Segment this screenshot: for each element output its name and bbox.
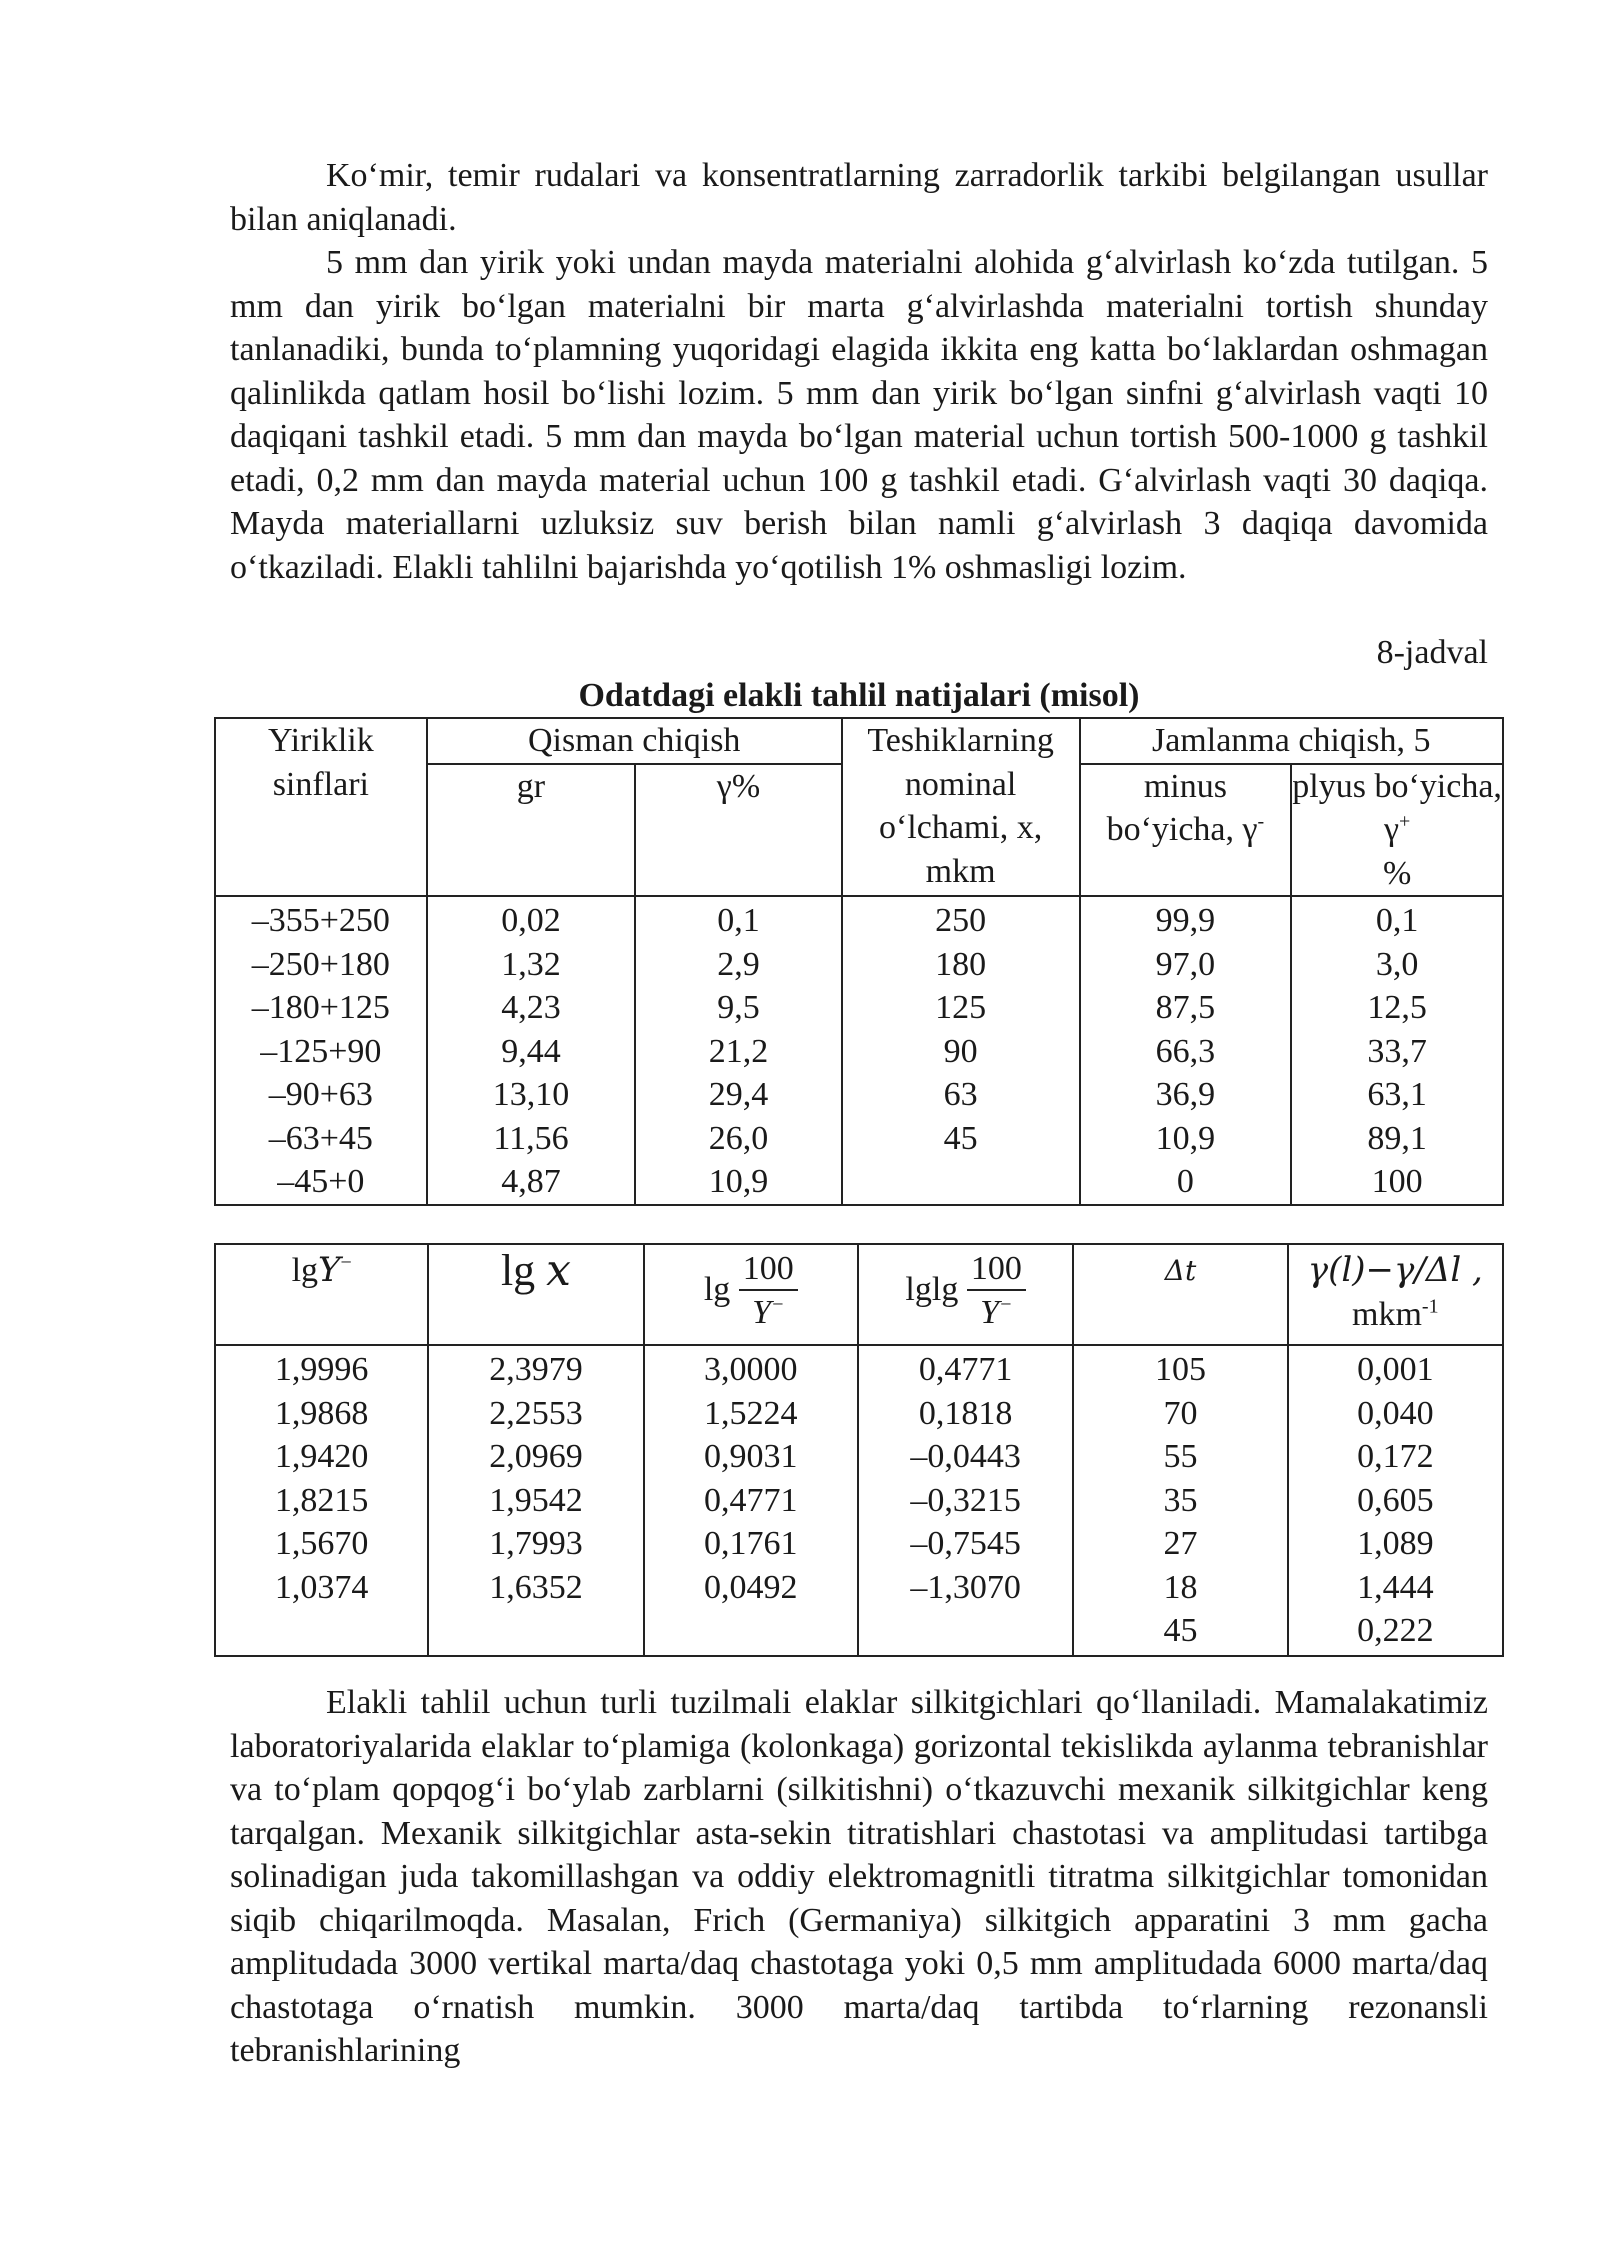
table-cell: –0,0443 (858, 1435, 1073, 1479)
table-cell: –63+45 (215, 1117, 427, 1161)
table-cell: 90 (842, 1030, 1080, 1074)
table-cell: 1,0374 (215, 1566, 428, 1610)
table-number: 8-jadval (1376, 634, 1488, 671)
table-cell: 0,4771 (644, 1479, 858, 1523)
table-row (215, 1073, 1503, 1117)
fraction-denominator-var: Y (752, 1294, 771, 1331)
table-row (215, 1566, 1503, 1610)
fraction-numerator: 100 (967, 1249, 1026, 1291)
header-lg-label: lg (703, 1270, 731, 1308)
header-minus (1080, 764, 1292, 897)
table-cell: –0,7545 (858, 1522, 1073, 1566)
paragraph-intro-first-word: Ko‘mir, (326, 157, 434, 194)
table-cell: 11,56 (427, 1117, 636, 1161)
table-cell: 55 (1073, 1435, 1287, 1479)
table-cell: 0,02 (427, 896, 636, 943)
table-title: Odatdagi elakli tahlil natijalari (misol) (578, 677, 1140, 714)
header-minus-sup: - (1257, 810, 1265, 833)
fraction (739, 1249, 798, 1335)
table-row (215, 1479, 1503, 1523)
table-cell: 0,222 (1288, 1609, 1503, 1656)
table-cell: 2,0969 (428, 1435, 643, 1479)
table-cell: 9,5 (635, 986, 841, 1030)
header-minus-superscript: − (340, 1251, 352, 1274)
table-cell: –250+180 (215, 943, 427, 987)
table-row (215, 943, 1503, 987)
table-cell: 0 (1080, 1160, 1292, 1205)
paragraph-intro-text: temir rudalari va konsentratlarning zarradorlik tarkibi belgilangan usullar bilan aniqlanadi. (230, 157, 1488, 238)
log-values-table (214, 1243, 1504, 1657)
table-row (215, 986, 1503, 1030)
table-cell (644, 1609, 858, 1656)
table-cell: –45+0 (215, 1160, 427, 1205)
table-cell: 1,5670 (215, 1522, 428, 1566)
table-cell: 0,1761 (644, 1522, 858, 1566)
paragraph-shakers-text: tahlil uchun turli tuzilmali elaklar silkitgichlari qo‘llaniladi. Mamalakatimiz laboratoriyalarida elaklar to‘plamiga (kolonkaga) gorizontal tekislikda aylanma tebranishlar va to‘plam qopqog‘i bo‘ylab zarblarni (silkitishni) o‘tkazuvchi mexanik silkitgichlar keng tarqalgan. Mexanik silkitgichlar asta-sekin titratishlari chastotasi va amplitudasi tartibga solinadigan juda takomillashgan va oddiy elektromagnitli titratma silkitgichlar tomonidan siqib chiqarilmoqda. Masalan, Frich (Germaniya) silkitgich apparatini 3 mm gacha amplitudada 3000 vertikal marta/daq chastotaga yoki 0,5 mm amplitudada 6000 marta/daq chastotaga o‘rnatish mumkin. 3000 marta/daq tartibda to‘rlarning rezonansli tebranishlarining (230, 1684, 1488, 2069)
table-cell: 1,089 (1288, 1522, 1503, 1566)
table-cell: 29,4 (635, 1073, 841, 1117)
table-cell: 1,9420 (215, 1435, 428, 1479)
table-cell: 0,4771 (858, 1345, 1073, 1392)
table-cell: 70 (1073, 1392, 1287, 1436)
paragraph-sieving-rules-text: mm dan yirik yoki undan mayda materialni alohida g‘alvirlash ko‘zda tutilgan. 5 mm dan yirik bo‘lgan materialni bir marta g‘alvirlashda materialni tortish shunday tanlanadiki, bunda to‘plamning yuqoridagi elagida ikkita eng katta bo‘laklardan oshmagan qalinlikda qatlam hosil bo‘lishi lozim. 5 mm dan yirik bo‘lgan sinfni g‘alvirlash vaqti 10 daqiqani tashkil etadi. 5 mm dan mayda bo‘lgan material uchun tortish 500-1000 g tashkil etadi, 0,2 mm dan mayda material uchun 100 g tashkil etadi. G‘alvirlash vaqti 30 daqiqa. Mayda materiallarni uzluksiz suv berish bilan namli g‘alvirlash 3 daqiqa davomida o‘tkaziladi. Elakli tahlilni bajarishda yo‘qotilish 1% oshmasligi lozim. (230, 244, 1488, 586)
table-cell: 18 (1073, 1566, 1287, 1610)
header-unit-sup: -1 (1421, 1295, 1439, 1318)
table-row (215, 1345, 1503, 1392)
header-grams: gr (427, 764, 636, 897)
header-plus (1291, 764, 1503, 897)
table-cell: 10,9 (1080, 1117, 1292, 1161)
table-cell: 45 (1073, 1609, 1287, 1656)
header-plus-sup: + (1399, 810, 1411, 833)
table-cell: 105 (1073, 1345, 1287, 1392)
table-row (215, 1030, 1503, 1074)
table-cell: 0,0492 (644, 1566, 858, 1610)
table-cell: –180+125 (215, 986, 427, 1030)
table-cell: 3,0 (1291, 943, 1503, 987)
table-cell: 0,605 (1288, 1479, 1503, 1523)
table-cell: 0,040 (1288, 1392, 1503, 1436)
table-cell: –90+63 (215, 1073, 427, 1117)
table-cell: 0,1 (635, 896, 841, 943)
table-cell: 63 (842, 1073, 1080, 1117)
table-cell: 1,9996 (215, 1345, 428, 1392)
table-cell: 9,44 (427, 1030, 636, 1074)
paragraph-sieving-rules-first-word: 5 (326, 244, 343, 281)
header-lglg-100-over-y (858, 1244, 1073, 1345)
table-row (215, 1522, 1503, 1566)
table-cell: 3,0000 (644, 1345, 858, 1392)
table-cell (842, 1160, 1080, 1205)
header-nominal-size: Teshiklarning nominal o‘lchami, x, mkm (842, 718, 1080, 896)
table-cell: 1,8215 (215, 1479, 428, 1523)
table-cell: 36,9 (1080, 1073, 1292, 1117)
table-cell: 26,0 (635, 1117, 841, 1161)
fraction-numerator: 100 (739, 1249, 798, 1291)
table-cell: –125+90 (215, 1030, 427, 1074)
table-cell: 2,9 (635, 943, 841, 987)
table-cell: 13,10 (427, 1073, 636, 1117)
table-cell: 1,6352 (428, 1566, 643, 1610)
table-cell: 33,7 (1291, 1030, 1503, 1074)
table-cell: 87,5 (1080, 986, 1292, 1030)
table-cell: 66,3 (1080, 1030, 1292, 1074)
header-size-classes: Yiriklik sinflari (215, 718, 427, 896)
table-cell: 100 (1291, 1160, 1503, 1205)
header-plus-unit: % (1382, 854, 1412, 892)
header-y-variable: Y (318, 1250, 341, 1290)
header-gamma-percent: γ% (635, 764, 841, 897)
paragraph-shakers-first-word: Elakli (326, 1684, 408, 1721)
table-cell: 4,23 (427, 986, 636, 1030)
table-cell: 1,9868 (215, 1392, 428, 1436)
fraction-denominator-var: Y (980, 1294, 1000, 1331)
table-cell: 1,5224 (644, 1392, 858, 1436)
fraction-denominator (739, 1291, 798, 1335)
table-cell: 35 (1073, 1479, 1287, 1523)
table-row (215, 1609, 1503, 1656)
table-cell: 0,1 (1291, 896, 1503, 943)
table-cell: 89,1 (1291, 1117, 1503, 1161)
table-cell: 21,2 (635, 1030, 841, 1074)
fraction (967, 1249, 1026, 1335)
table-cell: –1,3070 (858, 1566, 1073, 1610)
fraction-denominator (967, 1291, 1026, 1335)
header-minus-text: minus bo‘yicha, γ (1106, 767, 1258, 848)
header-gamma-formula: γ(l)−γ/Δl , (1307, 1250, 1483, 1290)
table-cell: 250 (842, 896, 1080, 943)
table-cell: 99,9 (1080, 896, 1292, 943)
header-gamma-density (1288, 1244, 1503, 1345)
table-cell: 0,172 (1288, 1435, 1503, 1479)
table-cell (215, 1609, 428, 1656)
table-cell: 0,9031 (644, 1435, 858, 1479)
table-cell: 1,9542 (428, 1479, 643, 1523)
header-partial-yield: Qisman chiqish (427, 718, 842, 764)
header-plus-text: plyus bo‘yicha, γ (1292, 767, 1502, 848)
table-cell: 97,0 (1080, 943, 1292, 987)
table-cell: 4,87 (427, 1160, 636, 1205)
table-cell: 0,001 (1288, 1345, 1503, 1392)
table-cell: 27 (1073, 1522, 1287, 1566)
table-row (215, 1117, 1503, 1161)
table-row (215, 1160, 1503, 1205)
table-row (215, 1435, 1503, 1479)
header-lg-x (428, 1244, 643, 1345)
table-cell: 1,7993 (428, 1522, 643, 1566)
table-cell: 1,444 (1288, 1566, 1503, 1610)
header-lg-y-minus (215, 1244, 428, 1345)
table-cell (428, 1609, 643, 1656)
table-row (215, 896, 1503, 943)
header-unit: mkm (1352, 1295, 1422, 1333)
sieve-analysis-table (214, 717, 1504, 1206)
table-cell: –0,3215 (858, 1479, 1073, 1523)
paragraph-intro (230, 154, 1488, 241)
header-cumulative-yield: Jamlanma chiqish, 5 (1080, 718, 1503, 764)
header-delta-t-text: Δt (1164, 1254, 1197, 1287)
table-cell: 10,9 (635, 1160, 841, 1205)
table-row (215, 1392, 1503, 1436)
header-delta-t (1073, 1244, 1287, 1345)
table-cell: 45 (842, 1117, 1080, 1161)
table-cell (858, 1609, 1073, 1656)
fraction-denominator-sup: − (999, 1293, 1013, 1316)
table-cell: 2,2553 (428, 1392, 643, 1436)
header-lg-label: lg (291, 1252, 319, 1289)
table-cell: 63,1 (1291, 1073, 1503, 1117)
paragraph-sieving-rules (230, 241, 1488, 589)
table-cell: 1,32 (427, 943, 636, 987)
table-cell: 125 (842, 986, 1080, 1030)
table-cell: 2,3979 (428, 1345, 643, 1392)
header-lg-label: lg (500, 1246, 536, 1295)
table-cell: 0,1818 (858, 1392, 1073, 1436)
table-cell: 12,5 (1291, 986, 1503, 1030)
fraction-denominator-sup: − (770, 1293, 785, 1316)
header-lglg-label: lglg (905, 1270, 959, 1308)
table-cell: –355+250 (215, 896, 427, 943)
header-lg-100-over-y (644, 1244, 858, 1345)
header-x-variable: x (546, 1245, 571, 1296)
table-cell: 180 (842, 943, 1080, 987)
paragraph-shakers (230, 1681, 1488, 2073)
